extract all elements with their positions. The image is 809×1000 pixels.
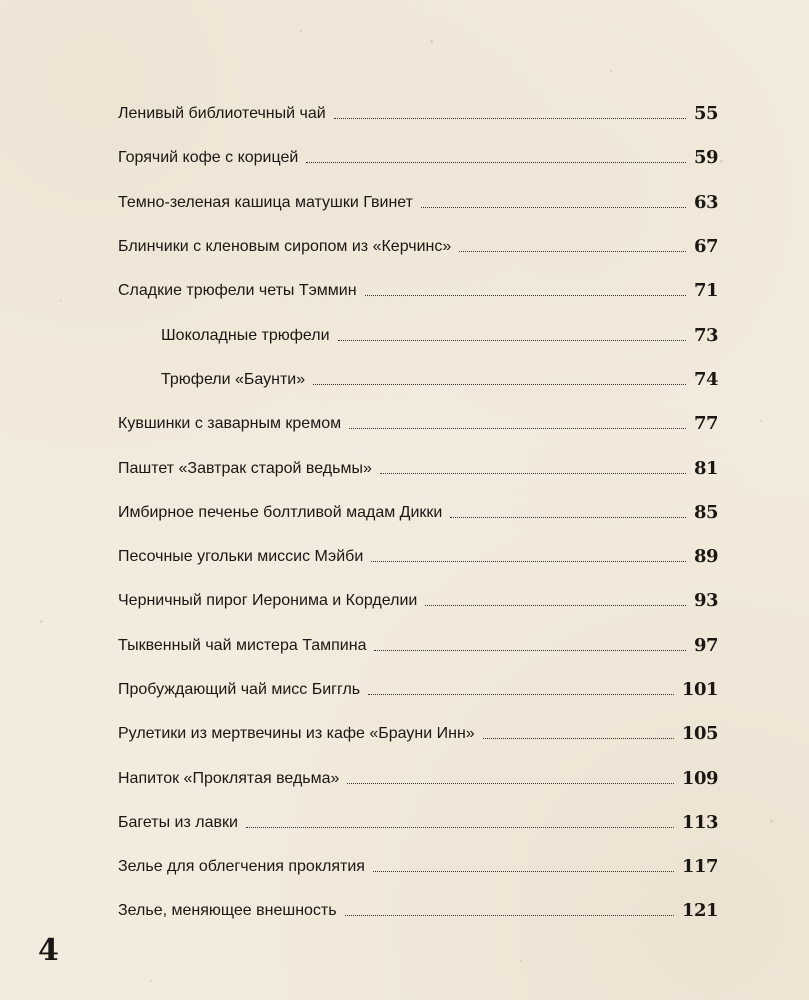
dot-leader	[306, 162, 686, 163]
toc-entry-page: 113	[681, 811, 718, 833]
dot-leader	[483, 738, 674, 739]
paper-speck	[770, 820, 773, 823]
toc-entry-page: 55	[693, 103, 718, 125]
toc-entry	[118, 402, 718, 446]
paper-speck	[300, 30, 302, 32]
toc-entry	[118, 181, 718, 225]
dot-leader	[347, 783, 674, 784]
toc-entry-title: Рулетики из мертвечины из кафе «Брауни Инн»	[118, 725, 475, 743]
toc-entry-page: 105	[681, 723, 718, 745]
toc-subentry	[118, 313, 718, 357]
dot-leader	[371, 561, 686, 562]
toc-subentry	[118, 358, 718, 402]
toc-entry-title: Напиток «Проклятая ведьма»	[118, 769, 340, 787]
paper-speck	[720, 160, 723, 163]
toc-entry-page: 109	[681, 767, 718, 789]
toc-entry	[118, 801, 718, 845]
dot-leader	[246, 827, 674, 828]
paper-speck	[150, 980, 152, 982]
toc-entry	[118, 712, 718, 756]
paper-speck	[40, 620, 43, 623]
toc-entry-page: 71	[693, 280, 718, 302]
toc-entry-title: Шоколадные трюфели	[161, 326, 330, 344]
dot-leader	[349, 428, 686, 429]
toc-entry	[118, 225, 718, 269]
table-of-contents	[118, 92, 718, 934]
toc-entry-title: Сладкие трюфели четы Тэммин	[118, 282, 357, 300]
dot-leader	[365, 295, 686, 296]
toc-entry-title: Песочные угольки миссис Мэйби	[118, 548, 364, 566]
dot-leader	[338, 340, 686, 341]
toc-entry-page: 117	[681, 856, 718, 878]
toc-entry-title: Блинчики с кленовым сиропом из «Керчинс»	[118, 238, 452, 256]
toc-entry	[118, 624, 718, 668]
dot-leader	[380, 473, 686, 474]
toc-entry	[118, 535, 718, 579]
toc-entry-title: Зелье, меняющее внешность	[118, 902, 337, 920]
paper-speck	[430, 40, 433, 43]
dot-leader	[425, 605, 686, 606]
toc-entry-page: 93	[693, 590, 718, 612]
toc-entry-page: 67	[693, 236, 718, 258]
toc-entry	[118, 668, 718, 712]
dot-leader	[313, 384, 686, 385]
dot-leader	[421, 207, 686, 208]
toc-entry-page: 101	[681, 679, 718, 700]
toc-entry-page: 121	[681, 900, 718, 922]
toc-entry-page: 89	[693, 546, 718, 568]
toc-entry-page: 85	[693, 501, 718, 523]
page-number: 4	[38, 933, 59, 968]
toc-entry	[118, 446, 718, 490]
toc-entry-title: Черничный пирог Иеронима и Корделии	[118, 592, 418, 610]
dot-leader	[374, 650, 685, 651]
paper-speck	[760, 420, 762, 422]
paper-speck	[610, 70, 612, 72]
dot-leader	[450, 517, 686, 518]
dot-leader	[459, 251, 686, 252]
dot-leader	[373, 871, 674, 872]
toc-entry-title: Пробуждающий чай мисс Биггль	[118, 681, 361, 698]
toc-entry	[118, 889, 718, 933]
dot-leader	[334, 118, 686, 119]
toc-entry-page: 74	[693, 368, 718, 390]
paper-speck	[520, 960, 522, 962]
toc-entry-title: Имбирное печенье болтливой мадам Дикки	[118, 503, 443, 521]
toc-entry-page: 63	[693, 191, 718, 213]
toc-entry-title: Паштет «Завтрак старой ведьмы»	[118, 459, 372, 477]
toc-entry	[118, 136, 718, 180]
toc-entry-title: Тыквенный чай мистера Тампина	[118, 636, 367, 654]
toc-entry-page: 77	[693, 413, 718, 435]
dot-leader	[368, 694, 674, 695]
dot-leader	[345, 915, 674, 916]
toc-entry-title: Кувшинки с заварным кремом	[118, 415, 342, 433]
toc-entry	[118, 756, 718, 800]
toc-entry-page: 59	[693, 147, 718, 169]
toc-entry-title: Зелье для облегчения проклятия	[118, 858, 365, 876]
toc-entry	[118, 491, 718, 535]
toc-entry-page: 81	[693, 457, 718, 479]
toc-entry	[118, 269, 718, 313]
toc-entry-title: Темно-зеленая кашица матушки Гвинет	[118, 193, 413, 211]
toc-entry	[118, 92, 718, 136]
paper-speck	[60, 300, 62, 302]
toc-entry-page: 97	[693, 634, 718, 656]
toc-entry-title: Ленивый библиотечный чай	[118, 105, 326, 123]
toc-entry-page: 73	[693, 324, 718, 346]
toc-entry-title: Багеты из лавки	[118, 813, 238, 831]
toc-entry	[118, 579, 718, 623]
toc-entry-title: Трюфели «Баунти»	[161, 370, 306, 388]
toc-entry	[118, 845, 718, 889]
toc-entry-title: Горячий кофе с корицей	[118, 149, 299, 167]
